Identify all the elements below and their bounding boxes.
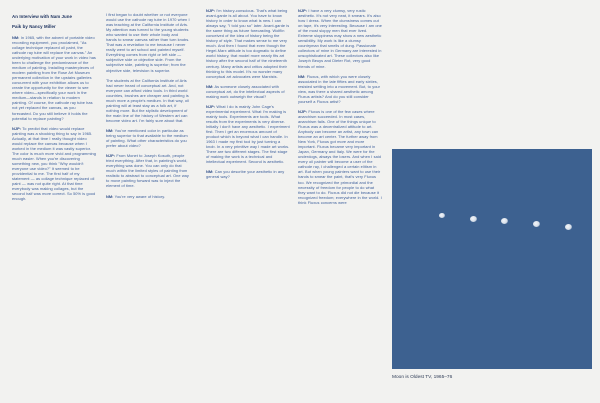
paragraph <box>206 169 290 179</box>
text-column-3 <box>206 8 290 184</box>
text-column-2 <box>106 12 190 204</box>
column-paragraphs <box>298 8 382 205</box>
speaker-label: NJP: <box>12 125 22 131</box>
paragraph-text: From Monet to Joseph Kosuth, people tried everything. After that, in painting's world, everything was done. You can only do that much within the limited styles of painting from realistic to abstract to conceptual art. One way to move painting forward was to inject the element of time. <box>106 153 189 189</box>
column-paragraphs <box>12 35 96 202</box>
paragraph <box>106 12 190 73</box>
paragraph <box>12 126 96 202</box>
paragraph-text: Fluxus, with which you were closely associated in the late fifties and early sixties, resisted settling into a movement. But, to your view, was there a shared aesthetic among Fluxus artists? And do you still consider yourself a Fluxus artist? <box>298 73 380 104</box>
column-paragraphs <box>206 8 290 179</box>
column-paragraphs <box>106 12 190 199</box>
title-line-1: An Interview with Nam June <box>12 14 73 19</box>
paragraph-text: As someone closely associated with conceptual art, do the intellectual aspects of making work outweigh the visual? <box>206 83 285 99</box>
speaker-label: NJP: <box>206 8 216 13</box>
paragraph <box>298 109 382 205</box>
text-column-1 <box>12 14 96 206</box>
speaker-label: NJP: <box>298 8 308 13</box>
moon-phase-1 <box>439 213 445 218</box>
paragraph-text: You've mentioned color in particular as being superior to that available to the medium of painting. What other characteristics do you prefer about video? <box>106 127 188 149</box>
speaker-label: NM: <box>298 73 306 79</box>
speaker-label: NM: <box>206 169 214 175</box>
paragraph <box>106 128 190 148</box>
paragraph <box>206 84 290 99</box>
artwork-caption: Moon is Oldest TV, 1965–76 <box>392 375 453 380</box>
speaker-label: NJP: <box>206 103 216 109</box>
paragraph <box>106 78 190 123</box>
paragraph <box>12 35 96 121</box>
speaker-label: NM: <box>12 34 20 40</box>
title-line-2: Paik by Nancy Miller <box>12 24 56 30</box>
moon-phase-5 <box>565 224 572 230</box>
speaker-label: NM: <box>206 83 214 89</box>
paragraph <box>206 104 290 165</box>
artwork-image <box>392 149 592 369</box>
paragraph-text: The students at the California Institute of Arts had never heard of conceptual art. And, not everyone can afford video tools. In third world countries, brushes are cheaper and painting is much more a people's medium. In that way, oil painting will at least stay as a folk art, if nothing more. But the stylistic development of the main line of the history of Western art can become video art. I'm fairly sure about that. <box>106 77 189 123</box>
moon-phase-2 <box>470 216 477 222</box>
paragraph-text: What I do is mainly John Cage's experimental experiment. What I'm making is mainly tools. Experiments are tools. What results from the experiments is very diverse. Initially I don't have any aesthetic. I experiment first. Then I get an enormous amount of product which is beyond what I can handle. In 1963 I made my first tool by just turning a knob. In a very primitive way I made art works. There are two different stages. The first stage of making the work is a technical and intellectual experiment. Second is aesthetic. <box>206 103 290 165</box>
text-column-4 <box>298 8 382 210</box>
paragraph <box>298 74 382 104</box>
paragraph-text: To predict that video would replace painting was a shocking thing to say in 1965. Actually, at that time I really thought video would replace the canvas because when I worked in the medium it was vastly superior. The color is much more vivid and programming much easier. When you're discovering something new, you think "Why wouldn't everyone use video?" It seemed to be providential to me. The first half of my statement — as collage technique replaced oil paint — was not quite right. At that time everybody was making collages, but the second half was more correct. So 50% is good enough. <box>12 125 96 202</box>
speaker-label: NJP: <box>106 153 116 159</box>
paragraph-text: I have a very clumsy, very rustic aesthetic. It's not very neat, it smears. It's also how I dress. When the clumsiness comes out on tape, it's very interesting. Because I am one of the most sloppy men that ever lived. Extreme sloppiness may show a new aesthetic sensibility. My work is like a clumsy countryman that smells of dung. Passionate collectors of mine in Germany are interested in unsophisticated art. These collectors also like Joseph Beuys and Dieter Rot, very good friends of mine. <box>298 8 382 69</box>
speaker-label: NM: <box>106 193 114 199</box>
speaker-label: NM: <box>106 127 114 133</box>
moon-phase-3 <box>501 218 508 224</box>
paragraph-text: Fluxus is one of the few cases where anarchism succeeded. In most cases, anarchism fails. One of the things unique to Fluxus was a decentralized attitude to art. Anybody can become an artist, any town can become an art center. The further away from New York, Fluxus got more and more important. Fluxus became very important in Japan, Germany and Italy. We were for the underdogs, always the losers. And when I said every oil painter will become a user of the cathode ray, I challenged a certain elitism in art. But when young painters want to use their hands to smear the paint, that's very Fluxus too. We recognized the primordial and the necessity of freedom for people to do what they want to do. Fluxus did not die because it recognized freedom; everywhere in the world. I think Fluxus concerns were <box>298 108 382 205</box>
paragraph-text: In 1965, with the advent of portable video recording equipment, you proclaimed, "As collage technique replaced oil paint, the cathode ray tube will replace the canvas." An underlying motivation of your work in video has been to challenge the predominance of the medium of painting. Installing masterpieces of modern painting from the Rose Art Museum permanent collection in the upstairs galleries concurrent with your exhibition allows us to create the opportunity for the viewer to see where video—specifically your work in the medium—stands in relation to modern painting. Of course, the cathode ray tube has not yet replaced the canvas, as you forecasted. Do you still believe it holds the potential to replace painting? <box>12 34 96 121</box>
paragraph <box>106 194 190 199</box>
paragraph-text: Can you describe your aesthetic in any general way? <box>206 169 285 180</box>
speaker-label: NJP: <box>298 108 308 114</box>
paragraph <box>298 8 382 69</box>
paragraph <box>206 8 290 79</box>
article-title <box>12 14 96 30</box>
moon-phase-4 <box>533 221 540 227</box>
paragraph-text: I'm history-conscious. That's what being avant-garde is all about. You have to know history in order to know what is new. I can always say, "I told you so" later. Avant-garde is the same thing as future forecasting. Wolflin conceived of the idea of history being the history of style. That makes sense to me very much. And then I found that even though the Hegel-Marx attitude is too dogmatic to define world history, that model more nearly fits art history after the second half of the nineteenth century. Many artists and critics adopted their thinking to this model. It's no wonder many conceptual art advocates were Marxists. <box>206 8 290 79</box>
paragraph <box>106 153 190 188</box>
paragraph-text: You're very aware of history. <box>114 193 166 199</box>
paragraph-text: I first began to doubt whether or not everyone would use the cathode ray tube in 1970 when I was teaching at the California Institute of Arts. My attention was turned to the young students who wanted to use their whole body and hands to smear canvas rather than turn knobs. That was a revelation to me because I never really went to art school and painted myself. Everything comes from right or left side — subjective side or objective side. From the subjective side, painting is superior; from the objective side, television is superior. <box>106 12 190 73</box>
